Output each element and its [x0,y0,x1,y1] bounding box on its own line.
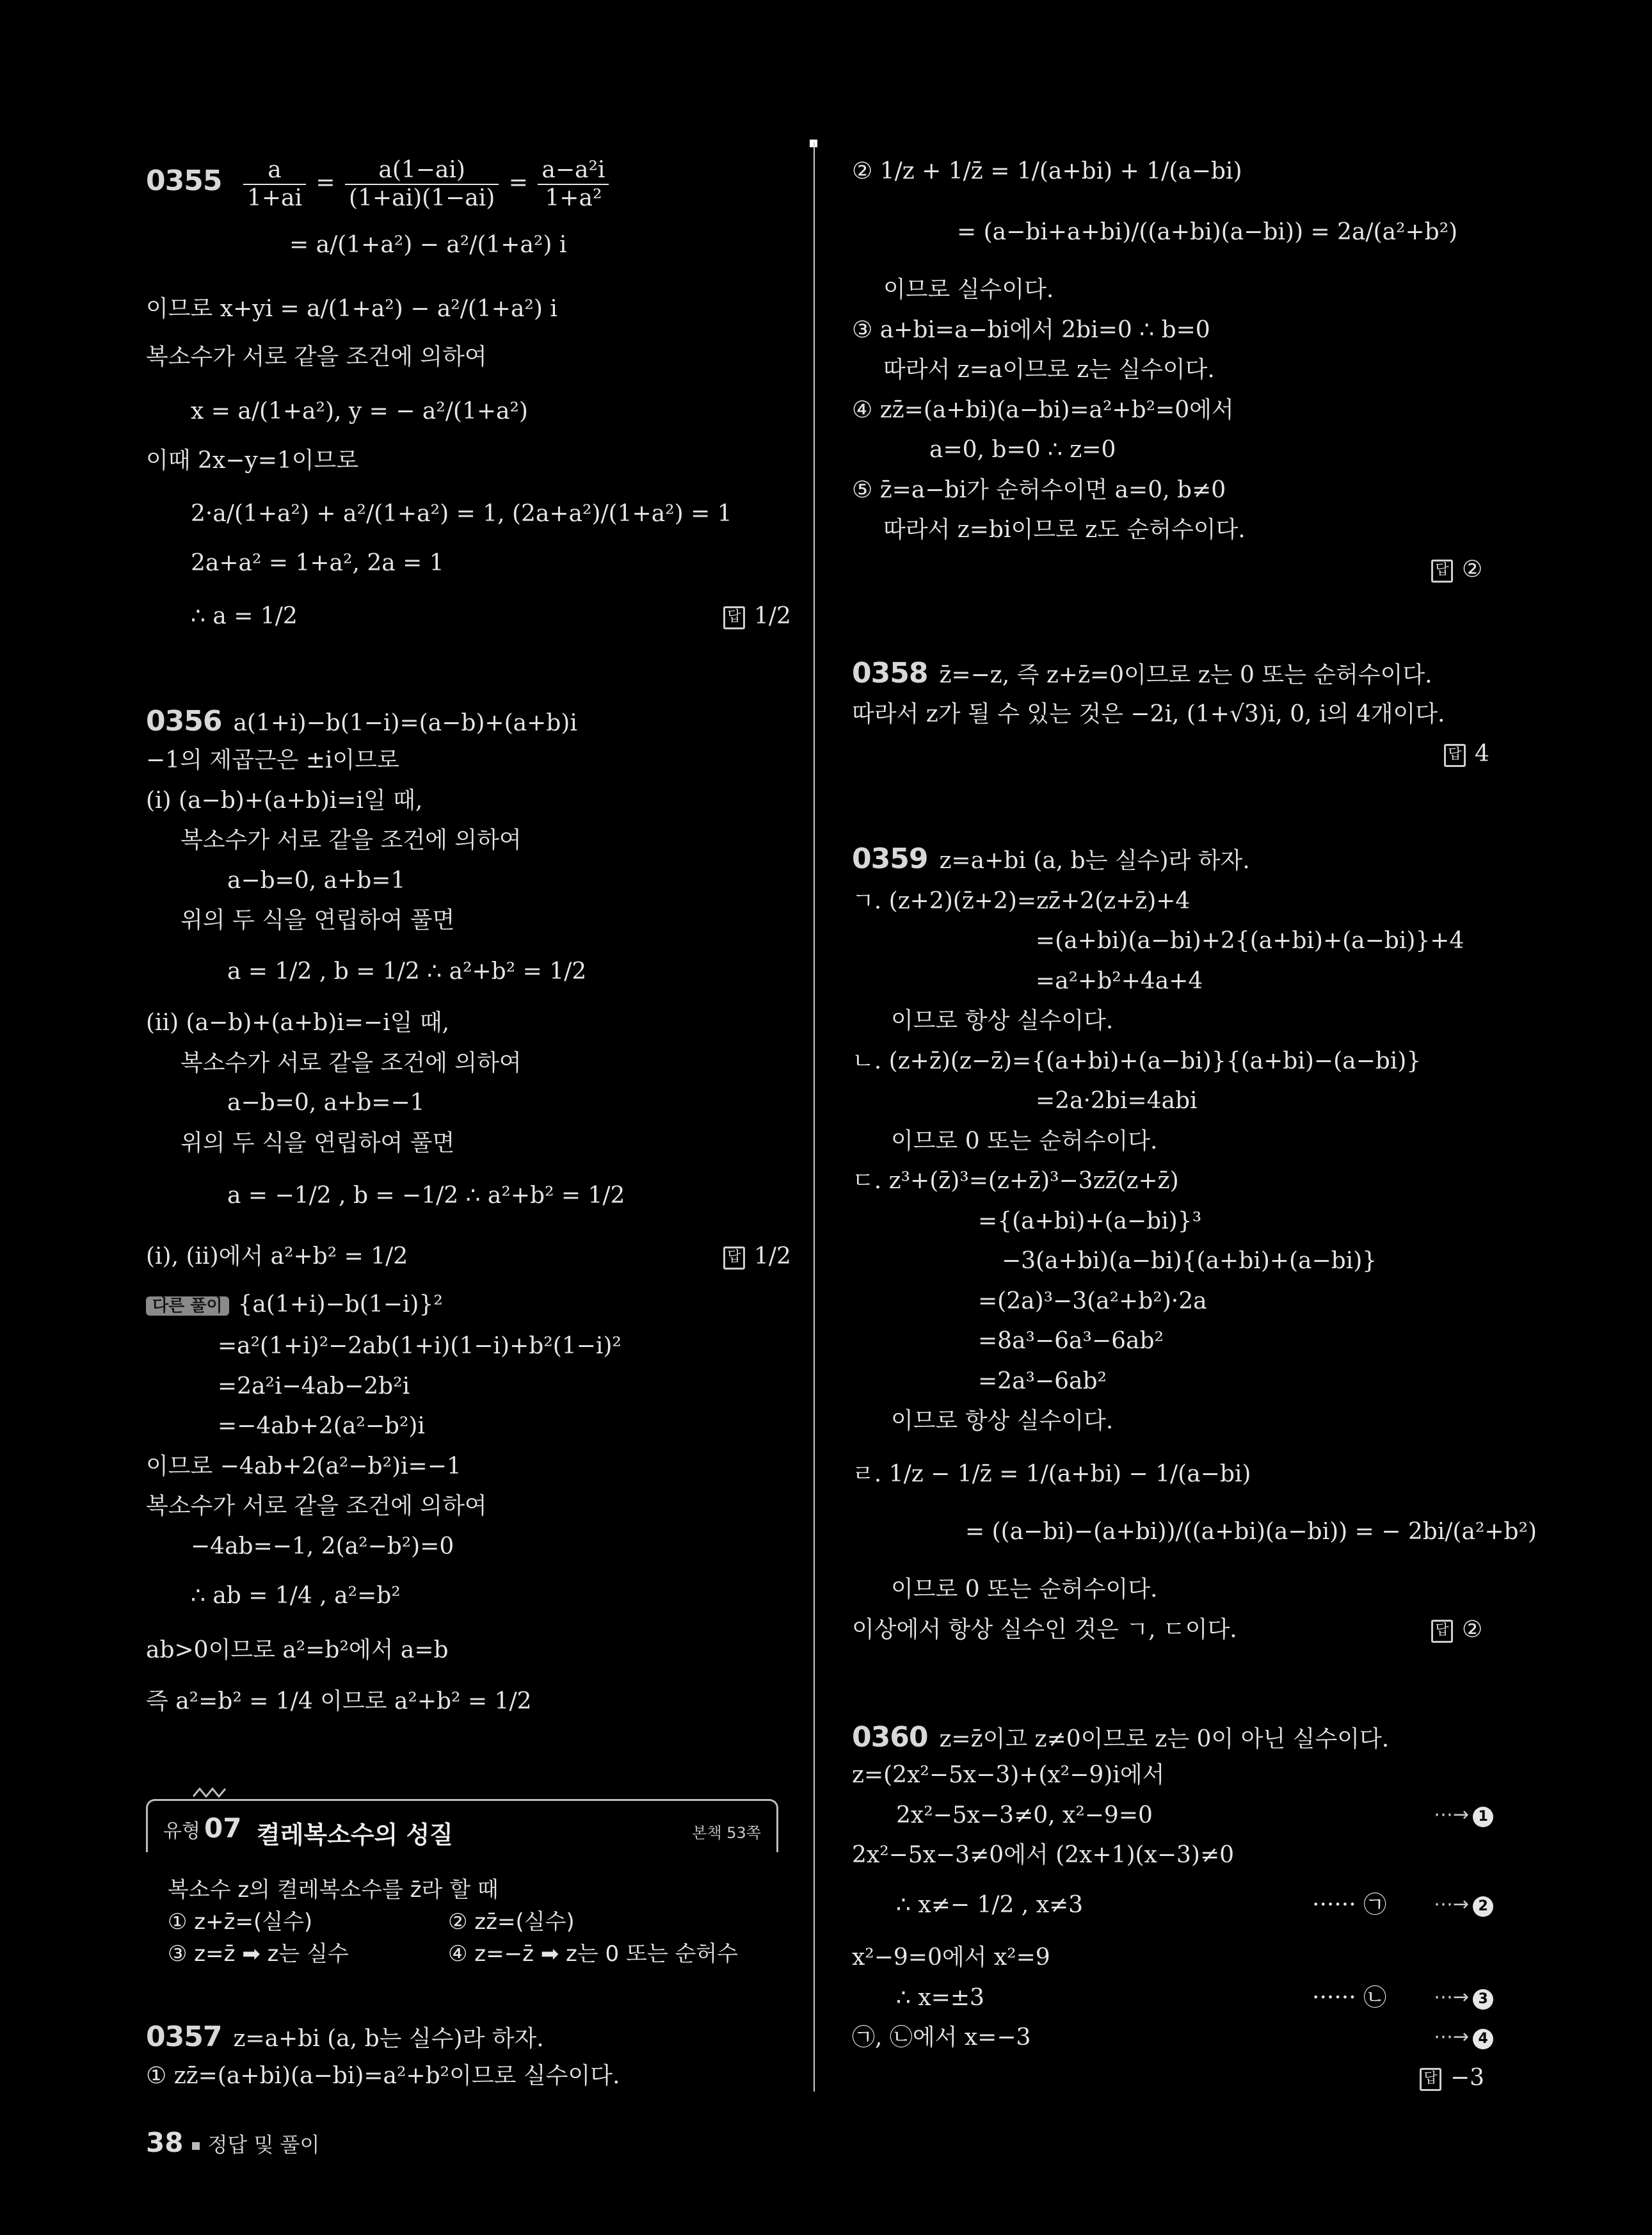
problem-0355-line1: 0355 $\frac{a}{1+ai}$ = $\frac{a(1-ai)}{(1+ai)(1-ai)}$ = $\frac{\text{a−a²i}}{\text{1+a²}}$ [146,159,611,210]
math-line: ={(a+bi)+(a−bi)}³ [978,1208,1202,1234]
frac-num: a [243,159,306,185]
answer-value: ② [1462,556,1483,583]
step-number-3: 3 [1473,1989,1493,2010]
math-line: ㄴ. (z+z̄)(z−z̄)={(a+bi)+(a−bi)}{(a+bi)−(a−bi)} [852,1048,1422,1074]
math-line: {a(1+i)−b(1−i)}² [237,1291,443,1318]
type-title: 켤레복소수의 성질 [257,1821,453,1849]
problem-number: 0356 [146,705,222,738]
text-line: (i) (a−b)+(a+b)i=i일 때, [146,787,423,814]
answer-0355 [723,605,791,629]
math-line: 이므로 x+yi = a/(1+a²) − a²/(1+a²) i [146,296,557,322]
math-line: =(a+bi)(a−bi)+2{(a+bi)+(a−bi)}+4 [1036,928,1464,954]
text-line: 위의 두 식을 연립하여 풀면 [180,1130,455,1156]
column-divider [814,142,815,2092]
math-line: −3(a+bi)(a−bi){(a+bi)+(a−bi)} [1002,1248,1377,1274]
answer-value: −3 [1450,2065,1485,2091]
page-number: 38 [146,2127,184,2158]
answer-value: 1/2 [754,603,791,629]
math-line: 즉 a²=b² = 1/4 이므로 a²+b² = 1/2 [146,1688,532,1715]
summary-item: ③ z=z̄ ➡ z는 실수 [168,1941,349,1967]
math-line: =−4ab+2(a²−b²)i [218,1413,425,1439]
frac-num: a−a²i [538,159,609,185]
text-line: −1의 제곱근은 ±i이므로 [146,747,399,773]
type-tag [163,1812,241,1844]
type-07-header [146,1799,778,1852]
type-tag-label: 유형 [163,1820,200,1843]
math-line: 이므로 −4ab+2(a²−b²)i=−1 [146,1453,461,1480]
footer-bullet [192,2142,200,2150]
answer-icon: 답 [723,606,745,629]
summary-item: ① z+z̄=(실수) [168,1909,313,1935]
text-line: 따라서 z=a이므로 z는 실수이다. [883,357,1215,383]
alt-solution-line1 [146,1293,443,1316]
text-line: 복소수가 서로 같을 조건에 의하여 [180,827,522,853]
math-line: a−b=0, a+b=−1 [227,1090,425,1116]
text-line: 위의 두 식을 연립하여 풀면 [180,907,455,933]
math-line: −4ab=−1, 2(a²−b²)=0 [191,1533,454,1560]
problem-0356-line1 [146,707,577,736]
math-line: x = a/(1+a²), y = − a²/(1+a²) [191,398,528,424]
text-line: z̄=−z, 즉 z+z̄=0이므로 z는 0 또는 순허수이다. [939,662,1432,688]
text-line: 이므로 0 또는 순허수이다. [891,1128,1158,1154]
math-line: a=0, b=0 ∴ z=0 [929,437,1116,463]
summary-item: ④ z=−z̄ ➡ z는 0 또는 순허수 [448,1941,739,1967]
text-line: 이므로 항상 실수이다. [891,1408,1114,1434]
math-line: = ((a−bi)−(a+bi))/((a+bi)(a−bi)) = − 2bi/(a²+b²) [965,1519,1537,1545]
math-line: ∴ ab = 1/4 , a²=b² [191,1583,401,1609]
math-line: ㉠, ㉡에서 x=−3 [852,2024,1031,2051]
step-marker: ⋯→ 4 [1434,2028,1493,2049]
answer-icon: 답 [1444,744,1466,767]
problem-0359-line1 [852,845,1250,873]
frac-num: a(1−ai) [345,159,499,185]
math-line: a = −1/2 , b = −1/2 ∴ a²+b² = 1/2 [227,1182,625,1209]
step-number-1: 1 [1473,1807,1493,1827]
math-line: ㄷ. z³+(z̄)³=(z+z̄)³−3zz̄(z+z̄) [852,1168,1179,1194]
answer-0356 [723,1245,791,1270]
text-line: (ii) (a−b)+(a+b)i=−i일 때, [146,1010,450,1036]
problem-number: 0359 [852,843,928,875]
math-line: z=(2x²−5x−3)+(x²−9)i에서 [852,1762,1165,1788]
step-marker: ⋯→ 2 [1434,1895,1493,1917]
answer-0359 [1431,1618,1482,1643]
text-line: ① zz̄=(a+bi)(a−bi)=a²+b²이므로 실수이다. [146,2063,620,2089]
alt-solution-badge: 다른 풀이 [146,1296,229,1316]
type-tag-number: 07 [204,1812,242,1844]
problem-0360-line1 [852,1723,1389,1752]
math-line: ㄱ. (z+2)(z̄+2)=zz̄+2(z+z̄)+4 [852,888,1191,914]
text-line: 이때 2x−y=1이므로 [146,448,359,474]
answer-0360 [1420,2067,1484,2091]
problem-number: 0357 [146,2021,222,2053]
answer-icon: 답 [1431,1620,1453,1643]
answer-0357 [1431,558,1482,583]
answer-icon: 답 [723,1247,745,1270]
math-line: =2a³−6ab² [978,1368,1107,1394]
math-line: ab>0이므로 a²=b²에서 a=b [146,1637,449,1663]
summary-line: 복소수 z의 켤레복소수를 z̄라 할 때 [168,1877,499,1903]
answer-icon: 답 [1420,2068,1441,2091]
equation-mark: ······ ㉠ [1312,1892,1387,1918]
text-line: 이므로 실수이다. [883,277,1054,303]
answer-value: 1/2 [754,1243,791,1270]
frac-den: 1+a² [545,185,602,211]
text-line: z=z̄이고 z≠0이므로 z는 0이 아닌 실수이다. [939,1726,1390,1752]
text-line: 이므로 항상 실수이다. [891,1008,1114,1034]
math-line: 2·a/(1+a²) + a²/(1+a²) = 1, (2a+a²)/(1+a²) = 1 [191,501,732,527]
problem-number: 0358 [852,657,928,690]
math-line: = (a−bi+a+bi)/((a+bi)(a−bi)) = 2a/(a²+b²) [957,219,1458,245]
text-line: 따라서 z=bi이므로 z도 순허수이다. [883,517,1246,543]
math-line: a(1+i)−b(1−i)=(a−b)+(a+b)i [233,710,577,736]
math-line: a = 1/2 , b = 1/2 ∴ a²+b² = 1/2 [227,958,587,985]
footer-label: 정답 및 풀이 [207,2133,320,2157]
frac-den: (1+ai)(1−ai) [349,185,495,211]
type-page-ref: 본책 53쪽 [692,1824,761,1842]
step-number-4: 4 [1473,2029,1493,2049]
math-line: ㄹ. 1/z − 1/z̄ = 1/(a+bi) − 1/(a−bi) [852,1461,1251,1487]
step-marker: ⋯→ 1 [1434,1805,1493,1827]
text-line: 이상에서 항상 실수인 것은 ㄱ, ㄷ이다. [852,1617,1237,1643]
math-line: =a²(1+i)²−2ab(1+i)(1−i)+b²(1−i)² [218,1333,622,1359]
math-line: = a/(1+a²) − a²/(1+a²) i [289,232,567,258]
math-line: ∴ x=±3 [896,1985,984,2011]
math-line: (i), (ii)에서 a²+b² = 1/2 [146,1243,408,1270]
answer-value: 4 [1475,741,1489,767]
wave-decoration [192,1785,230,1799]
math-line: ④ zz̄=(a+bi)(a−bi)=a²+b²=0에서 [852,397,1234,423]
math-line: 2x²−5x−3≠0에서 (2x+1)(x−3)≠0 [852,1842,1235,1868]
math-line: x²−9=0에서 x²=9 [852,1944,1050,1971]
answer-0358 [1444,743,1489,767]
step-number-2: 2 [1473,1896,1493,1917]
math-line: =2a·2bi=4abi [1036,1088,1198,1114]
math-line: =2a²i−4ab−2b²i [218,1373,410,1400]
frac-den: 1+ai [246,185,302,211]
problem-0357-line1 [146,2023,544,2051]
answer-value: ② [1462,1617,1483,1643]
text-line: 이므로 0 또는 순허수이다. [891,1576,1158,1602]
text-line: 복소수가 서로 같을 조건에 의하여 [146,344,487,370]
page-footer [146,2127,319,2158]
math-line: =a²+b²+4a+4 [1036,968,1203,994]
math-line: ② 1/z + 1/z̄ = 1/(a+bi) + 1/(a−bi) [852,158,1242,184]
step-marker: ⋯→ 3 [1434,1988,1493,2010]
math-line: =(2a)³−3(a²+b²)·2a [978,1288,1207,1314]
problem-number: 0360 [852,1721,928,1754]
problem-0358-line1 [852,659,1432,688]
math-line: ⑤ z̄=a−bi가 순허수이면 a=0, b≠0 [852,477,1226,503]
text-line: z=a+bi (a, b는 실수)라 하자. [939,848,1250,874]
math-line: a−b=0, a+b=1 [227,867,406,894]
math-line: ∴ a = 1/2 [191,603,298,629]
math-line: =8a³−6a³−6ab² [978,1328,1164,1354]
answer-icon: 답 [1431,560,1453,583]
summary-item: ② zz̄=(실수) [448,1909,575,1935]
text-line: z=a+bi (a, b는 실수)라 하자. [233,2026,544,2052]
text-line: 복소수가 서로 같을 조건에 의하여 [180,1050,522,1076]
math-line: 2a+a² = 1+a², 2a = 1 [191,550,444,576]
math-line: 2x²−5x−3≠0, x²−9=0 [896,1802,1153,1828]
math-line: ③ a+bi=a−bi에서 2bi=0 ∴ b=0 [852,317,1210,343]
equation-mark: ······ ㉡ [1312,1985,1387,2011]
problem-number: 0355 [146,165,222,197]
text-line: 따라서 z가 될 수 있는 것은 −2i, (1+√3)i, 0, i의 4개이다. [852,701,1445,727]
math-line: ∴ x≠− 1/2 , x≠3 [896,1892,1084,1918]
text-line: 복소수가 서로 같을 조건에 의하여 [146,1493,487,1519]
